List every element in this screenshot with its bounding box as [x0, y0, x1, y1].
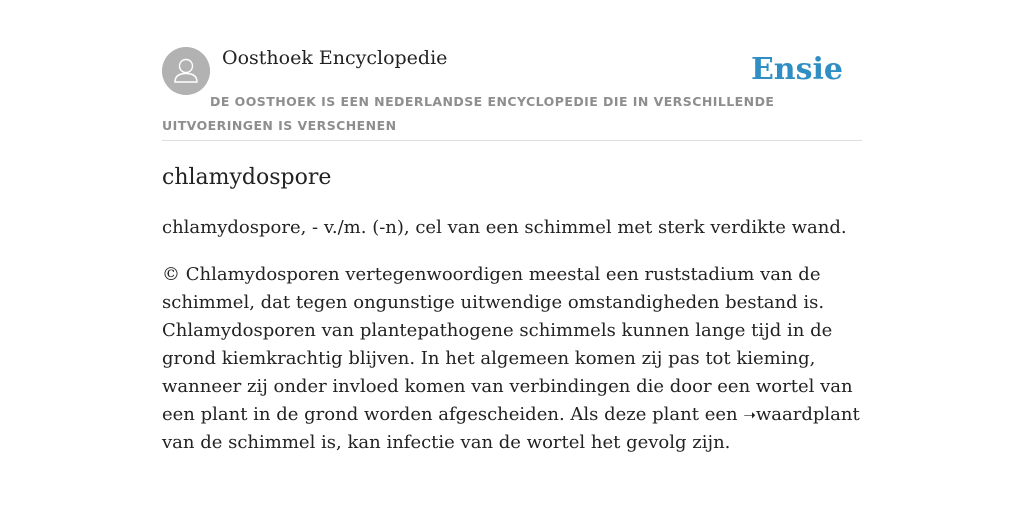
entry-definition: chlamydospore, - v./m. (-n), cel van een schimmel met sterk verdikte wand.	[162, 217, 847, 238]
entry-body-text-start: © Chlamydosporen vertegenwoordigen meestal een ruststadium van de schimmel, dat tegen ongunstige uitwendige omstandigheden bestand is. Chlamydosporen van plantepathogene schimmels kunnen lange tijd in de grond kiemkrachtig blijven. In het algemeen komen zij pas tot kieming, wanneer zij onder invloed komen van verbindingen die door een wortel van een plant in de grond worden afgescheiden. Als deze plant een	[162, 264, 853, 425]
source-title[interactable]: Oosthoek Encyclopedie	[222, 47, 448, 69]
entry-body-text-end: van de schimmel is, kan infectie van de wortel het gevolg zijn.	[162, 432, 731, 453]
entry-title: chlamydospore	[162, 165, 332, 190]
entry-body	[162, 261, 866, 457]
waardplant-link[interactable]	[743, 404, 859, 425]
user-icon[interactable]	[162, 47, 210, 95]
cross-reference-arrow-icon: ➝	[743, 406, 756, 424]
entry-content	[162, 162, 866, 457]
brand-logo-link[interactable]: Ensie	[750, 52, 843, 87]
source-header	[162, 46, 862, 141]
source-description: DE OOSTHOEK IS EEN NEDERLANDSE ENCYCLOPEDIE DIE IN VERSCHILLENDE UITVOERINGEN IS VERSCHENEN	[162, 94, 775, 133]
cross-reference-link-text[interactable]: waardplant	[755, 404, 860, 425]
